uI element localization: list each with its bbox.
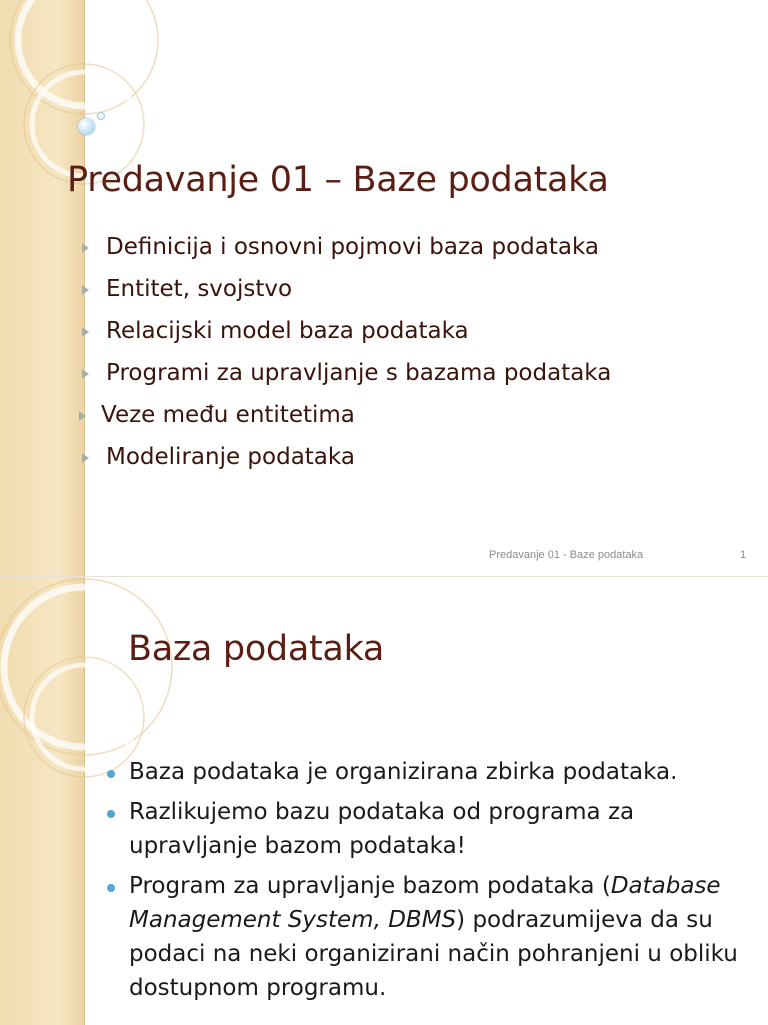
list-item-label: Veze među entitetima	[101, 402, 355, 428]
bullet-text: Razlikujemo bazu podataka od programa za upravljanje bazom podataka!	[129, 799, 635, 859]
arrow-bullet-icon	[82, 327, 89, 337]
bullet-list	[104, 755, 744, 1011]
bullet-dot-icon	[107, 884, 115, 892]
arrow-bullet-icon	[82, 369, 89, 379]
bullet-text: Baza podataka je organizirana zbirka podataka.	[129, 759, 678, 785]
list-item	[82, 357, 611, 399]
list-item-label: Entitet, svojstvo	[106, 276, 293, 302]
list-item	[104, 795, 744, 863]
list-item	[82, 441, 611, 483]
list-item-label: Modeliranje podataka	[106, 444, 355, 470]
slide-2	[0, 577, 768, 1025]
bullet-text-end: ) podrazumijeva da su podaci na neki organizirani način pohranjeni u obliku dostupnom programu.	[129, 907, 738, 1001]
decorative-band	[0, 577, 84, 1025]
arrow-bullet-icon	[82, 243, 89, 253]
list-item-label: Definicija i osnovni pojmovi baza podataka	[106, 234, 599, 260]
decorative-band	[0, 0, 84, 576]
bullet-dot-icon	[107, 770, 115, 778]
list-item	[104, 755, 744, 789]
list-item	[82, 315, 611, 357]
list-item	[82, 399, 611, 441]
list-item	[82, 273, 611, 315]
page-number: 1	[740, 549, 747, 561]
bullet-text-start: Program za upravljanje bazom podataka (	[129, 873, 611, 899]
bullet-dot-icon	[107, 810, 115, 818]
bullet-text-italic: Database Management System, DBMS	[129, 873, 721, 933]
slide-title: Baza podataka	[128, 629, 385, 669]
arrow-bullet-icon	[82, 453, 89, 463]
list-item	[104, 869, 744, 1005]
band-edge	[84, 577, 85, 1025]
arrow-bullet-icon	[82, 285, 89, 295]
slide-title: Predavanje 01 – Baze podataka	[67, 160, 609, 200]
list-item-label: Programi za upravljanje s bazama podataka	[106, 360, 612, 386]
topic-list	[82, 231, 611, 483]
list-item-label: Relacijski model baza podataka	[106, 318, 469, 344]
bubble-icon	[78, 118, 95, 135]
slide-footer: Predavanje 01 - Baze podataka	[489, 549, 644, 561]
bubble-icon-small	[97, 112, 105, 120]
list-item	[82, 231, 611, 273]
arrow-bullet-icon	[79, 411, 86, 421]
